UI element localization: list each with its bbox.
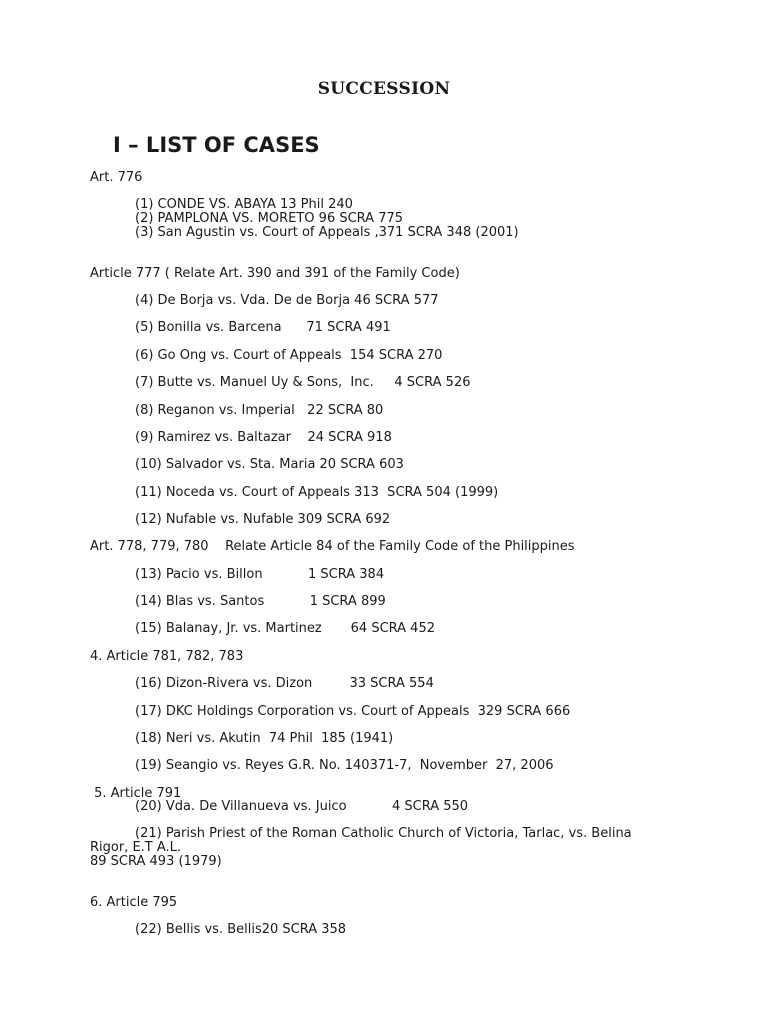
- case-entry: (7) Butte vs. Manuel Uy & Sons, Inc. 4 SCRA 526: [135, 375, 471, 390]
- case-entry: (13) Pacio vs. Billon 1 SCRA 384: [135, 567, 385, 582]
- case-entry: (17) DKC Holdings Corporation vs. Court of Appeals 329 SCRA 666: [135, 704, 571, 719]
- case-entry: (9) Ramirez vs. Baltazar 24 SCRA 918: [135, 430, 392, 445]
- article-heading: Art. 776: [90, 170, 143, 185]
- article-heading: Article 777 ( Relate Art. 390 and 391 of the Family Code): [90, 266, 460, 281]
- case-entry: (19) Seangio vs. Reyes G.R. No. 140371-7, November 27, 2006: [135, 758, 554, 773]
- case-entry: (12) Nufable vs. Nufable 309 SCRA 692: [135, 512, 391, 527]
- case-entry: (4) De Borja vs. Vda. De de Borja 46 SCRA 577: [135, 293, 439, 308]
- article-heading: 5. Article 791: [90, 786, 182, 801]
- article-heading: Art. 778, 779, 780 Relate Article 84 of the Family Code of the Philippines: [90, 539, 575, 554]
- case-entry: (22) Bellis vs. Bellis20 SCRA 358: [135, 922, 347, 937]
- case-entry: (2) PAMPLONA VS. MORETO 96 SCRA 775: [135, 211, 404, 226]
- case-entry: (8) Reganon vs. Imperial 22 SCRA 80: [135, 403, 384, 418]
- case-entry: (14) Blas vs. Santos 1 SCRA 899: [135, 594, 386, 609]
- document-title: SUCCESSION: [317, 79, 451, 99]
- article-heading: 4. Article 781, 782, 783: [90, 649, 244, 664]
- case-entry: (5) Bonilla vs. Barcena 71 SCRA 491: [135, 320, 391, 335]
- case-entry: (15) Balanay, Jr. vs. Martinez 64 SCRA 452: [135, 621, 435, 636]
- section-heading: I – LIST OF CASES: [113, 133, 320, 157]
- case-entry-continued: 89 SCRA 493 (1979): [90, 854, 222, 869]
- case-entry: (3) San Agustin vs. Court of Appeals ,371 SCRA 348 (2001): [135, 225, 519, 240]
- article-heading: 6. Article 795: [90, 895, 178, 910]
- case-entry: (1) CONDE VS. ABAYA 13 Phil 240: [135, 197, 353, 212]
- case-entry: (20) Vda. De Villanueva vs. Juico 4 SCRA 550: [135, 799, 469, 814]
- case-entry-continued: Rigor, E.T A.L.: [90, 840, 182, 855]
- case-entry: (21) Parish Priest of the Roman Catholic Church of Victoria, Tarlac, vs. Belina: [135, 826, 632, 841]
- case-entry: (10) Salvador vs. Sta. Maria 20 SCRA 603: [135, 457, 404, 472]
- case-entry: (18) Neri vs. Akutin 74 Phil 185 (1941): [135, 731, 394, 746]
- case-entry: (16) Dizon-Rivera vs. Dizon 33 SCRA 554: [135, 676, 434, 691]
- case-entry: (6) Go Ong vs. Court of Appeals 154 SCRA 270: [135, 348, 443, 363]
- case-entry: (11) Noceda vs. Court of Appeals 313 SCRA 504 (1999): [135, 485, 499, 500]
